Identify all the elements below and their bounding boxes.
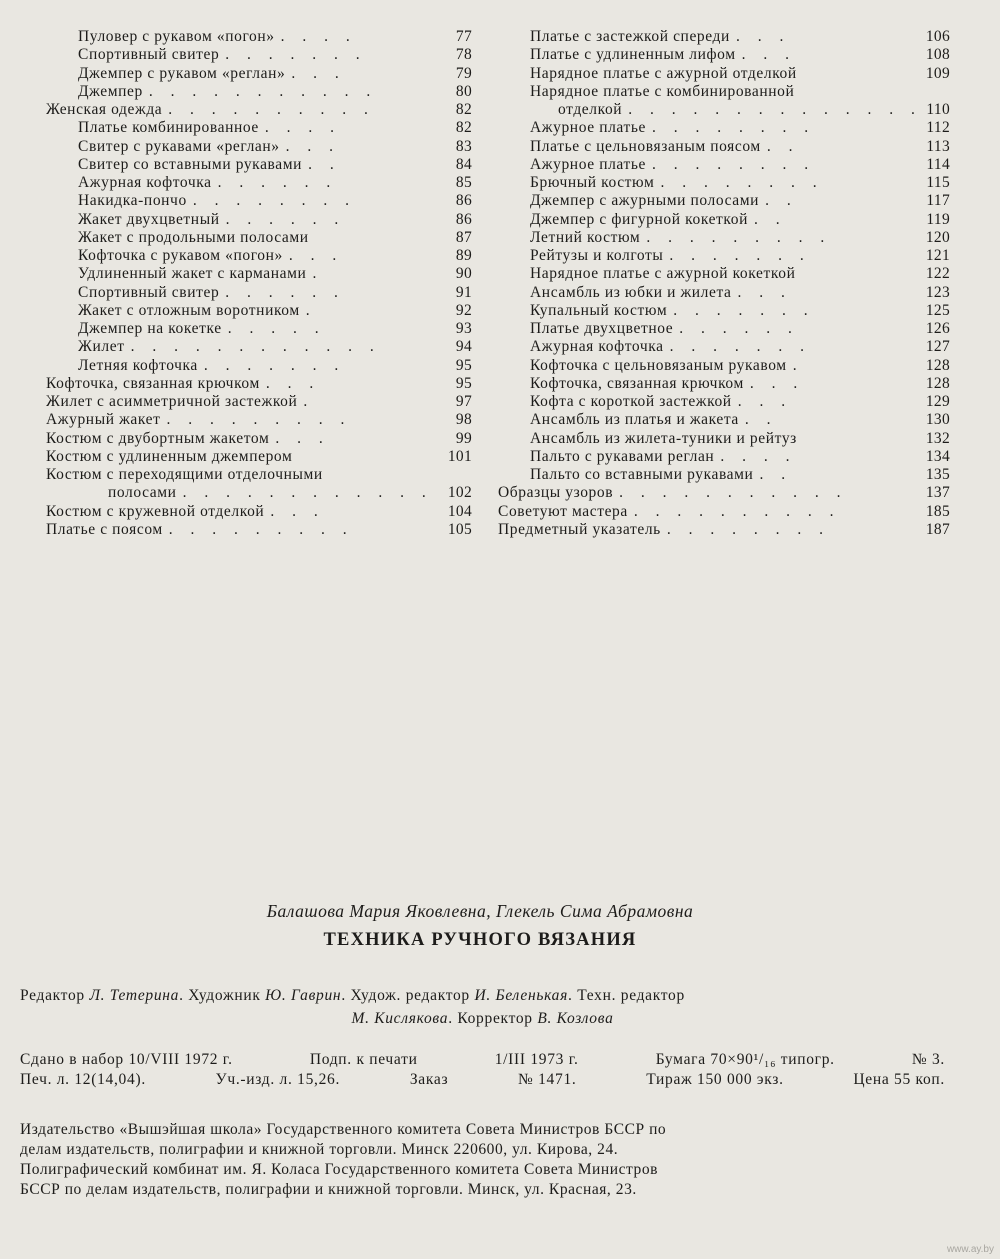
toc-entry: [498, 65, 950, 83]
toc-entry-title: Жакет с продольными полосами: [78, 228, 309, 246]
toc-entry-leader-dots: . . . . . . . .: [652, 119, 816, 137]
toc-entry-leader-dots: . . . . . . .: [669, 338, 811, 356]
toc-entry: [46, 411, 472, 429]
toc-entry: [498, 320, 950, 338]
toc-entry-title: Костюм с переходящими отделочными: [46, 466, 323, 483]
toc-entry: [46, 338, 472, 356]
toc-entry-page-number: 126: [925, 320, 950, 337]
toc-entry-page-number: 109: [925, 64, 950, 82]
toc-entry-title: Кофточка, связанная крючком: [530, 374, 744, 392]
toc-entry: [46, 247, 472, 265]
toc-entry: [498, 393, 950, 411]
toc-entry-leader-dots: . . .: [265, 374, 321, 392]
toc-entry-title: Накидка-пончо: [78, 192, 187, 210]
toc-entry: [498, 28, 950, 46]
typeset-date: Сдано в набор 10/VIII 1972 г.: [20, 1051, 233, 1068]
toc-entry: [498, 521, 950, 539]
toc-entry-page-number: 102: [447, 484, 472, 502]
toc-entry-leader-dots: . . . . . . . . . . . .: [130, 338, 381, 356]
toc-entry-title: Платье с застежкой спереди: [530, 28, 730, 45]
editor-name: Л. Тетерина: [89, 987, 180, 1004]
credits: [20, 984, 945, 1030]
toc-entry: [498, 411, 950, 429]
toc-entry: [46, 466, 472, 484]
toc-entry-page-number: 112: [926, 119, 950, 137]
toc-entry-page-number: 104: [447, 502, 472, 520]
toc-entry-title: Удлиненный жакет с карманами: [78, 265, 307, 283]
publisher-line-1: Издательство «Вышэйшая школа» Государственного комитета Совета Министров БССР по: [20, 1121, 667, 1138]
toc-entry-page-number: 135: [925, 466, 950, 483]
toc-entry-page-number: 105: [447, 520, 472, 538]
toc-entry-page-number: 86: [455, 210, 472, 228]
toc-entry-leader-dots: . . .: [735, 28, 791, 45]
toc-entry-page-number: 134: [925, 447, 950, 465]
toc-entry-page-number: 128: [925, 356, 950, 374]
toc-entry-leader-dots: .: [792, 356, 804, 374]
editor-role: Редактор: [20, 987, 85, 1004]
toc-entry: [498, 448, 950, 466]
toc-entry-leader-dots: . . .: [737, 393, 793, 410]
toc-entry: [498, 101, 950, 119]
toc-entry-page-number: 95: [455, 356, 472, 374]
toc-entry-page-number: 84: [455, 155, 472, 173]
toc-entry-page-number: 82: [455, 119, 472, 137]
toc-entry: [498, 466, 950, 484]
toc-entry: [46, 211, 472, 229]
printer-line-2: БССР по делам издательств, полиграфии и книжной торговли. Минск, ул. Красная, 23.: [20, 1181, 637, 1198]
toc-entry: [498, 211, 950, 229]
publisher-info: [20, 1120, 945, 1200]
toc-entry-leader-dots: . . .: [737, 283, 792, 301]
toc-entry: [46, 521, 472, 539]
toc-entry-title: Пальто с рукавами реглан: [530, 447, 715, 465]
toc-entry-title: Ажурная кофточка: [78, 174, 212, 191]
toc-entry: [498, 156, 950, 174]
toc-entry: [498, 83, 950, 101]
toc-entry-leader-dots: . . . . . .: [679, 320, 799, 337]
toc-entry-title: Костюм с кружевной отделкой: [46, 502, 265, 520]
toc-entry: [498, 46, 950, 64]
toc-left-column: [46, 28, 472, 539]
toc-entry-leader-dots: . . . . . .: [225, 210, 346, 228]
toc-entry-page-number: 80: [455, 82, 472, 100]
toc-entry-page-number: 110: [926, 101, 950, 118]
toc-entry: [46, 448, 472, 466]
toc-entry-title: Ансамбль из юбки и жилета: [530, 283, 732, 301]
toc-entry-leader-dots: . . . . . . . . . .: [168, 101, 375, 118]
toc-entry-leader-dots: . .: [754, 210, 787, 228]
toc-entry-title: Летний костюм: [530, 228, 641, 246]
toc-entry-title: Нарядное платье с ажурной кокеткой: [530, 265, 796, 283]
toc-entry: [498, 503, 950, 521]
toc-entry-page-number: 98: [455, 411, 472, 429]
toc-entry-leader-dots: . . . . . .: [217, 174, 338, 191]
toc-entry-leader-dots: . . .: [741, 46, 797, 64]
toc-entry-title: Летняя кофточка: [78, 356, 198, 374]
toc-entry-title: Ансамбль из платья и жакета: [530, 411, 739, 429]
toc-entry-leader-dots: . . . . . . .: [203, 356, 346, 374]
toc-entry-title: Платье с поясом: [46, 520, 163, 538]
toc-entry-leader-dots: . . . .: [264, 119, 342, 137]
toc-entry-title: Ажурное платье: [530, 155, 647, 173]
toc-entry-title: Нарядное платье с ажурной отделкой: [530, 64, 797, 82]
toc-entry-title: Спортивный свитер: [78, 46, 220, 64]
toc-entry-page-number: 97: [455, 393, 472, 410]
toc-entry: [498, 192, 950, 210]
toc-entry-leader-dots: .: [303, 393, 315, 410]
toc-entry-page-number: 129: [925, 393, 950, 410]
toc-entry-page-number: 123: [925, 283, 950, 301]
toc-entry-page-number: 93: [455, 320, 472, 337]
toc-entry-title: Образцы узоров: [498, 484, 614, 502]
toc-entry-leader-dots: . . . .: [720, 447, 797, 465]
toc-entry-title: Свитер с рукавами «реглан»: [78, 137, 280, 155]
price: Цена 55 коп.: [853, 1071, 945, 1088]
toc-entry-leader-dots: . . .: [288, 247, 344, 264]
printer-line-1: Полиграфический комбинат им. Я. Коласа Государственного комитета Совета Министров: [20, 1161, 658, 1178]
toc-entry: [498, 119, 950, 137]
toc-entry: [46, 357, 472, 375]
toc-entry-page-number: 127: [925, 338, 950, 356]
order-label: Заказ: [409, 1071, 449, 1088]
toc-entry-page-number: 95: [455, 374, 472, 392]
toc-entry: [46, 83, 472, 101]
toc-entry-leader-dots: . . . . . . . . . . .: [619, 484, 848, 502]
toc-entry-leader-dots: .: [312, 265, 324, 283]
toc-entry: [498, 174, 950, 192]
toc-entry-leader-dots: . . . . . . .: [669, 247, 811, 264]
toc-entry-leader-dots: . . .: [270, 502, 325, 520]
toc-entry-page-number: 114: [926, 155, 950, 173]
toc-entry-page-number: 99: [455, 429, 472, 447]
toc-entry-page-number: 83: [455, 137, 472, 155]
toc-entry-page-number: 92: [455, 301, 472, 319]
toc-entry-title: Ансамбль из жилета-туники и рейтуз: [530, 429, 797, 447]
toc-entry-leader-dots: . . . . . . . . .: [168, 520, 354, 538]
toc-entry-leader-dots: . . . . . . . .: [652, 155, 816, 173]
print-sheets: Печ. л. 12(14,04).: [20, 1071, 146, 1088]
toc-entry-page-number: 89: [455, 247, 472, 264]
toc-entry-leader-dots: .: [305, 301, 317, 319]
corrector-name: В. Козлова: [537, 1010, 614, 1027]
toc-entry-title: Спортивный свитер: [78, 283, 220, 301]
corrector-role: Корректор: [457, 1010, 533, 1027]
toc-entry: [46, 156, 472, 174]
toc-entry-title: Кофточка с рукавом «погон»: [78, 247, 283, 264]
signed-to-print-date: 1/III 1973 г.: [494, 1051, 579, 1068]
toc-entry-title: Жилет с асимметричной застежкой: [46, 393, 298, 410]
toc-entry-title: Жакет двухцветный: [78, 210, 220, 228]
toc-entry: [46, 375, 472, 393]
toc-entry-leader-dots: . .: [308, 155, 341, 173]
book-title: ТЕХНИКА РУЧНОГО ВЯЗАНИЯ: [323, 930, 637, 950]
toc-entry-leader-dots: . . . . . . . . . . .: [148, 82, 378, 100]
toc-entry: [498, 302, 950, 320]
toc-entry-leader-dots: . . . . . . . . . . . . . .: [628, 101, 922, 118]
toc-entry-leader-dots: . . .: [285, 137, 341, 155]
artist-name: Ю. Гаврин: [265, 987, 342, 1004]
toc-entry-page-number: 128: [925, 374, 950, 392]
toc-entry-title: Нарядное платье с комбинированной: [530, 82, 795, 100]
publisher-line-2: делам издательств, полиграфии и книжной торговли. Минск 220600, ул. Кирова, 24.: [20, 1141, 619, 1158]
toc-entry: [46, 320, 472, 338]
toc-entry: [46, 503, 472, 521]
toc-entry-page-number: 86: [455, 192, 472, 210]
toc-entry-title: Женская одежда: [46, 101, 163, 118]
toc-entry: [46, 284, 472, 302]
toc-entry-title: Костюм с удлиненным джемпером: [46, 447, 293, 465]
toc-entry-leader-dots: . . . . . . . . . . . .: [182, 484, 433, 502]
print-details-line-1: [20, 1050, 945, 1070]
toc-entry-page-number: 119: [926, 210, 950, 228]
toc-entry-page-number: 185: [925, 502, 950, 520]
toc-entry-page-number: 90: [455, 265, 472, 283]
watermark: www.ay.by: [946, 1244, 994, 1255]
toc-entry-title: отделкой: [558, 101, 623, 118]
toc-entry-page-number: 121: [925, 247, 950, 264]
toc-entry-title: полосами: [108, 484, 177, 502]
toc-entry: [498, 138, 950, 156]
toc-entry-leader-dots: . . . . . . . . .: [646, 228, 832, 246]
toc-entry-page-number: 82: [455, 101, 472, 118]
toc-entry-leader-dots: . .: [759, 466, 793, 483]
publishing-sheets: Уч.-изд. л. 15,26.: [215, 1071, 341, 1088]
toc-entry-title: Свитер со вставными рукавами: [78, 155, 303, 173]
toc-entry: [46, 119, 472, 137]
paper-format: Бумага 70×90¹/₁₆ типогр.: [655, 1051, 835, 1068]
print-details: [20, 1050, 945, 1090]
toc-entry-page-number: 132: [925, 429, 950, 447]
toc-entry-page-number: 87: [455, 228, 472, 246]
toc-entry-title: Купальный костюм: [530, 301, 668, 319]
toc-entry-leader-dots: . . .: [749, 374, 805, 392]
toc-entry-page-number: 78: [455, 46, 472, 64]
toc-entry-page-number: 117: [926, 192, 950, 210]
toc-entry-title: Костюм с двубортным жакетом: [46, 429, 270, 447]
toc-entry-page-number: 91: [455, 283, 472, 301]
toc-entry-title: Джемпер на кокетке: [78, 320, 222, 337]
toc-entry: [498, 375, 950, 393]
order-number: № 1471.: [518, 1071, 577, 1088]
toc-entry-title: Кофточка с цельновязаным рукавом: [530, 356, 787, 374]
toc-entry-title: Платье двухцветное: [530, 320, 674, 337]
toc-entry-title: Ажурный жакет: [46, 411, 161, 429]
toc-entry: [46, 229, 472, 247]
toc-entry-page-number: 77: [455, 28, 472, 45]
toc-entry: [498, 430, 950, 448]
toc-entry-leader-dots: . . .: [275, 429, 330, 447]
toc-entry: [46, 101, 472, 119]
toc-entry: [46, 174, 472, 192]
toc-entry: [46, 28, 472, 46]
toc-entry-page-number: 113: [926, 137, 950, 155]
toc-entry: [46, 484, 472, 502]
toc-entry-leader-dots: . . . . . . .: [673, 301, 815, 319]
toc-entry-page-number: 106: [925, 28, 950, 45]
toc-entry-title: Пальто со вставными рукавами: [530, 466, 754, 483]
toc-entry-title: Пуловер с рукавом «погон»: [78, 28, 275, 45]
toc-entry: [498, 247, 950, 265]
toc-entry: [498, 357, 950, 375]
toc-entry-title: Платье с удлиненным лифом: [530, 46, 736, 64]
toc-entry: [46, 265, 472, 283]
toc-entry-leader-dots: . . . . . .: [225, 283, 345, 301]
toc-entry: [46, 46, 472, 64]
toc-entry: [46, 430, 472, 448]
credits-line-2: М. Кислякова. Корректор В. Козлова: [351, 1010, 614, 1027]
toc-entry-page-number: 85: [455, 174, 472, 191]
toc-entry-page-number: 108: [925, 46, 950, 64]
toc-entry-leader-dots: . . . . . . . .: [660, 174, 824, 191]
toc-entry: [498, 265, 950, 283]
toc-entry-page-number: 137: [925, 484, 950, 502]
tech-editor-role: Техн. редактор: [577, 987, 685, 1004]
toc-entry-leader-dots: . . . . .: [227, 320, 326, 337]
toc-entry-leader-dots: . .: [765, 192, 798, 210]
toc-entry-title: Ажурная кофточка: [530, 338, 664, 356]
toc-entry: [498, 484, 950, 502]
toc-entry-title: Ажурное платье: [530, 119, 647, 137]
toc-entry-page-number: 94: [455, 338, 472, 356]
toc-entry-leader-dots: . .: [766, 137, 800, 155]
art-editor-role: Худож. редактор: [350, 987, 470, 1004]
toc-right-column: [498, 28, 950, 539]
signed-to-print-label: Подп. к печати: [309, 1051, 418, 1068]
toc-entry: [46, 192, 472, 210]
toc-entry-title: Брючный костюм: [530, 174, 655, 191]
toc-entry-leader-dots: . . . . . . . .: [666, 520, 830, 538]
artist-role: Художник: [188, 987, 261, 1004]
toc-entry-page-number: 187: [925, 520, 950, 538]
toc-entry-leader-dots: . . . . . . . .: [192, 192, 356, 210]
toc-entry-title: Жакет с отложным воротником: [78, 301, 300, 319]
art-editor-name: И. Беленькая: [474, 987, 569, 1004]
tech-editor-name: М. Кислякова: [351, 1010, 449, 1027]
toc-entry: [46, 65, 472, 83]
toc-entry-leader-dots: . . . . . . . . . .: [633, 502, 841, 520]
toc-entry: [46, 138, 472, 156]
toc-entry-title: Джемпер с ажурными полосами: [530, 192, 760, 210]
toc-entry-page-number: 120: [925, 228, 950, 246]
toc-entry-title: Предметный указатель: [498, 520, 661, 538]
toc-entry: [498, 284, 950, 302]
toc-entry-page-number: 130: [925, 411, 950, 429]
toc-entry-leader-dots: . . .: [291, 64, 346, 82]
toc-entry-page-number: 115: [926, 174, 950, 191]
toc-entry-leader-dots: . . . .: [280, 28, 357, 45]
toc-entry-page-number: 101: [447, 447, 472, 465]
authors: Балашова Мария Яковлевна, Глекель Сима Абрамовна: [266, 901, 694, 921]
toc-entry-title: Платье комбинированное: [78, 119, 259, 137]
print-details-line-2: [20, 1070, 945, 1090]
toc-entry-title: Кофточка, связанная крючком: [46, 374, 260, 392]
toc-entry-title: Кофта с короткой застежкой: [530, 393, 732, 410]
toc-entry-title: Джемпер с рукавом «реглан»: [78, 64, 286, 82]
toc-entry: [498, 338, 950, 356]
toc-entry-title: Джемпер: [78, 82, 143, 100]
toc-entry: [46, 393, 472, 411]
toc-entry-leader-dots: . .: [744, 411, 778, 429]
toc-entry-page-number: 122: [925, 265, 950, 283]
credits-line-1: Редактор Л. Тетерина. Художник Ю. Гаврин. Худож. редактор И. Беленькая. Техн. редактор: [20, 987, 685, 1004]
toc-entry-title: Джемпер с фигурной кокеткой: [530, 210, 749, 228]
toc-entry-title: Жилет: [78, 338, 125, 356]
toc-entry-title: Рейтузы и колготы: [530, 247, 664, 264]
toc-entry-title: Платье с цельновязаным поясом: [530, 137, 761, 155]
toc-entry-leader-dots: . . . . . . . . .: [166, 411, 352, 429]
toc-entry-title: Советуют мастера: [498, 502, 628, 520]
toc-entry-page-number: 79: [455, 64, 472, 82]
toc-entry-page-number: 125: [925, 301, 950, 319]
print-run: Тираж 150 000 экз.: [646, 1071, 784, 1088]
paper-number: № 3.: [911, 1051, 945, 1068]
toc-entry: [498, 229, 950, 247]
toc-entry: [46, 302, 472, 320]
toc-entry-leader-dots: . . . . . . .: [225, 46, 367, 64]
